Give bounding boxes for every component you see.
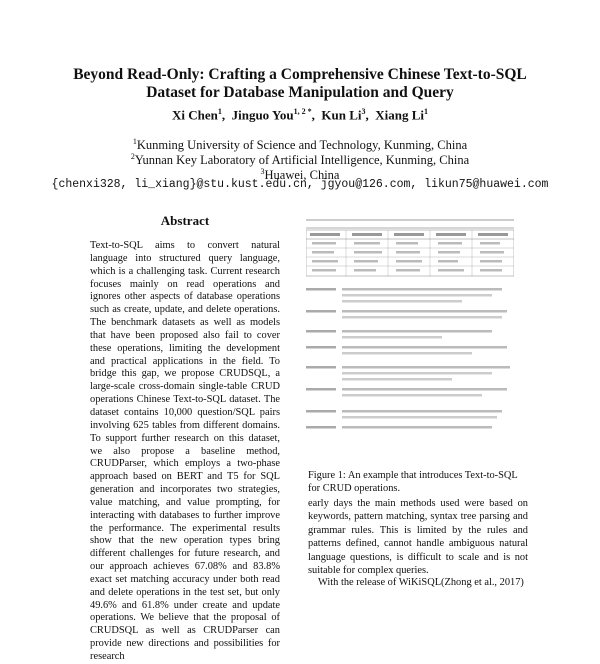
author-sup: 3	[361, 107, 366, 116]
author-name: Xi Chen	[171, 107, 218, 123]
body-paragraph: With the release of WiKiSQL(Zhong et al., 2017)	[318, 577, 524, 588]
author-name: Xiang Li	[375, 107, 425, 123]
figure-examples	[306, 288, 510, 429]
author-list: Xi Chen$^1$, Jinguo You$^{1, 2 *}$, Kun Li$^3$, Xiang Li$^1$	[171, 107, 429, 123]
title-line-1: Beyond Read-Only: Crafting a Comprehensive Chinese Text-to-SQL	[73, 66, 527, 83]
body-paragraph: early days the main methods used were based on keywords, pattern matching, syntax tree parsing and grammar rules. This is limited by the rules and patterns defined, cannot handle ambiguous natural language questions, is difficult to scale and is not suitable for complex queries.	[308, 498, 528, 577]
affiliation-text: Huawei, China	[264, 168, 340, 183]
author-emails: {chenxi328, li_xiang}@stu.kust.edu.cn, jgyou@126.com, likun75@huawei.com	[51, 178, 549, 191]
author-sup: 1	[424, 107, 429, 116]
figure-table	[306, 230, 514, 276]
title-line-2: Dataset for Database Manipulation and Query	[146, 84, 454, 101]
figure-illustration	[306, 206, 514, 466]
affiliation-text: Kunming University of Science and Technology, Kunming, China	[136, 138, 468, 153]
affiliation-text: Yunnan Key Laboratory of Artificial Intelligence, Kunming, China	[134, 153, 470, 168]
author-name: Kun Li	[321, 107, 362, 123]
figure-caption: Figure 1: An example that introduces Text-to-SQL for CRUD operations.	[308, 470, 518, 494]
affiliation-sup: 1	[132, 137, 137, 146]
author-sup: 1	[217, 107, 222, 116]
affiliation-sup: 3	[260, 167, 265, 176]
author-sup: 1, 2 *	[293, 107, 312, 116]
affiliation-sup: 2	[130, 152, 135, 161]
paper-title	[0, 66, 600, 102]
author-name: Jinguo You	[231, 107, 294, 123]
figure-1	[306, 206, 514, 466]
abstract-text: Text-to-SQL aims to convert natural language into structured query language, which is a challenging task. Current research focuses mainly on read operations and ignores other aspects of database operations such as create, update, and delete operations. The benchmark datasets as well as models that have been proposed also fail to cover these operations, limiting the development and practical applications in the field. To bridge this gap, we propose CRUDSQL, a large-scale cross-domain single-table CRUD operations Chinese Text-to-SQL dataset. The dataset contains 10,000 question/SQL pairs involving 625 tables from different domains. To support further research on this dataset, we also propose a baseline method, CRUDParser, which employs a two-phase approach based on BERT and T5 for SQL generation and incorporates two strategies, value matching, and value prompting, for interacting with databases to further improve the performance. The experimental results show that the new operation types bring different challenges for future research, and our approach achieves 67.08% and 83.8% exact set matching accuracy under both read and delete operations in the test set, but only 49.6% and 61.8% under create and update operations. We believe that the proposal of CRUDSQL as well as CRUDParser can provide new directions and possibilities for research	[90, 240, 280, 662]
abstract-heading: Abstract	[160, 213, 210, 228]
